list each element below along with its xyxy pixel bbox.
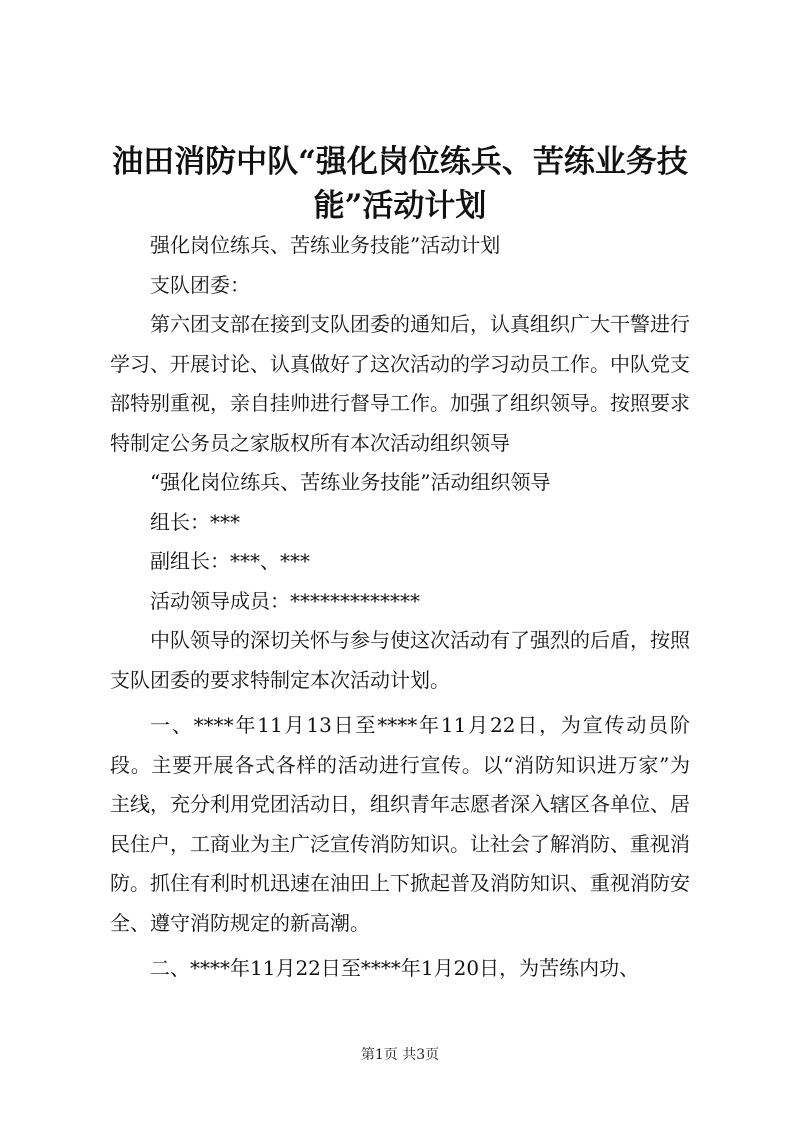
paragraph-intro: 第六团支部在接到支队团委的通知后，认真组织广大干警进行学习、开展讨论、认真做好了这次活动的学习动员工作。中队党支部特别重视，亲自挂帅进行督导工作。加强了组织领导。按照要求特制定公务员之家版权所有本次活动组织领导 [110,312,690,455]
paragraph-leadership-heading: “强化岗位练兵、苦练业务技能”活动组织领导 [150,470,551,494]
paragraph-phase-one: 一、****年11月13日至****年11月22日，为宣传动员阶段。主要开展各式各样的活动进行宣传。以“消防知识进万家”为主线，充分利用党团活动日，组织青年志愿者深入辖区各单位、居民住户，工商业为主广泛宣传消防知识。让社会了解消防、重视消防。抓住有利时机迅速在油田上下掀起普及消防知识、重视消防安全、遵守消防规定的新高潮。 [110,713,690,935]
paragraph-members: 活动领导成员：************* [150,588,420,613]
paragraph-deputy-leader: 副组长：***、*** [150,549,310,573]
paragraph-group-leader: 组长：*** [150,509,240,534]
paragraph-plan-statement: 中队领导的深切关怀与参与使这次活动有了强烈的后盾，按照支队团委的要求特制定本次活动计划。 [110,628,690,692]
paragraph-subtitle: 强化岗位练兵、苦练业务技能”活动计划 [150,233,501,257]
paragraph-salutation: 支队团委： [150,272,250,297]
paragraph-phase-two: 二、****年11月22日至****年1月20日，为苦练内功、 [150,956,640,980]
document-body [110,226,690,989]
page-number-footer: 第1页 共3页 [360,1047,440,1063]
document-title: 油田消防中队“强化岗位练兵、苦练业务技能”活动计划 [112,144,688,224]
